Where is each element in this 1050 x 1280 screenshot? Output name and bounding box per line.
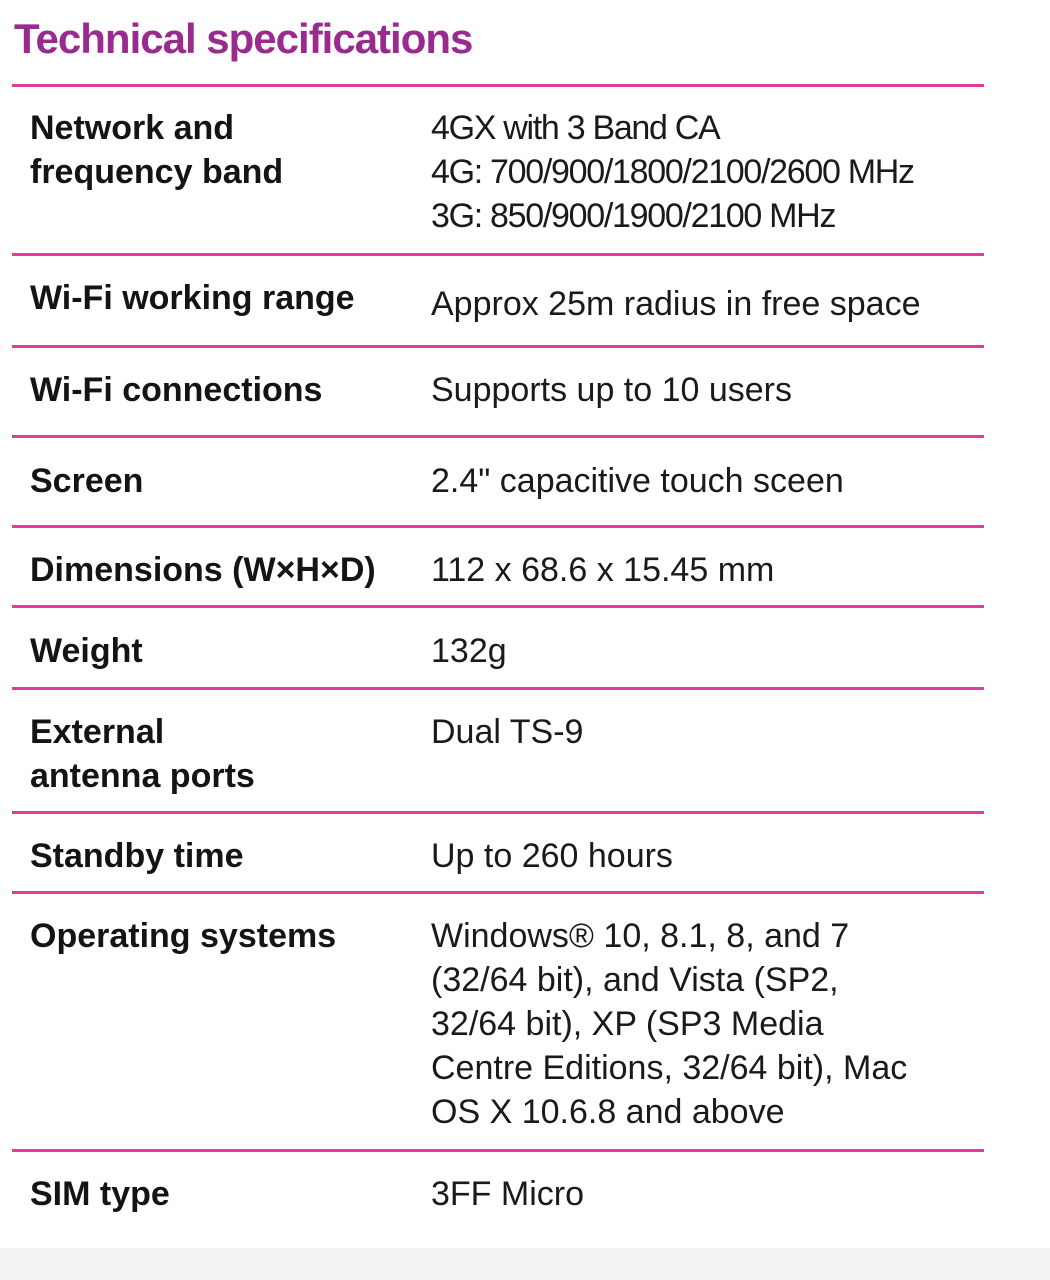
spec-value-os: Windows® 10, 8.1, 8, and 7 (32/64 bit), and Vista (SP2, 32/64 bit), XP (SP3 Media Centre Editions, 32/64 bit), Mac OS X 10.6.8 and above: [431, 917, 908, 1131]
divider: [12, 605, 984, 608]
divider: [12, 1149, 984, 1152]
spec-value-weight: 132g: [431, 632, 507, 670]
spec-label-standby: Standby time: [30, 837, 244, 875]
divider: [12, 253, 984, 256]
spec-value-network: 4GX with 3 Band CA 4G: 700/900/1800/2100/2600 MHz 3G: 850/900/1900/2100 MHz: [431, 109, 914, 235]
spec-label-weight: Weight: [30, 632, 143, 670]
divider: [12, 811, 984, 814]
divider: [12, 435, 984, 438]
divider: [12, 687, 984, 690]
spec-label-antenna: External antenna ports: [30, 713, 255, 795]
spec-label-wifi-connections: Wi-Fi connections: [30, 371, 323, 409]
spec-value-antenna: Dual TS-9: [431, 713, 584, 751]
page-title: Technical specifications: [14, 15, 473, 62]
divider: [12, 84, 984, 87]
spec-label-screen: Screen: [30, 462, 144, 500]
spec-label-wifi-range: Wi-Fi working range: [30, 279, 355, 317]
spec-value-sim: 3FF Micro: [431, 1175, 584, 1213]
spec-label-os: Operating systems: [30, 917, 337, 955]
spec-label-dimensions: Dimensions (W×H×D): [30, 551, 376, 589]
spec-label-sim: SIM type: [30, 1175, 170, 1213]
spec-value-standby: Up to 260 hours: [431, 837, 673, 875]
spec-value-dimensions: 112 x 68.6 x 15.45 mm: [431, 551, 775, 589]
page-bottom-edge: [0, 1248, 1050, 1280]
spec-label-network: Network and frequency band: [30, 109, 284, 191]
divider: [12, 345, 984, 348]
divider: [12, 891, 984, 894]
spec-value-screen: 2.4" capacitive touch sceen: [431, 462, 844, 500]
spec-value-wifi-range: Approx 25m radius in free space: [431, 285, 921, 323]
divider: [12, 525, 984, 528]
spec-value-wifi-connections: Supports up to 10 users: [431, 371, 793, 409]
